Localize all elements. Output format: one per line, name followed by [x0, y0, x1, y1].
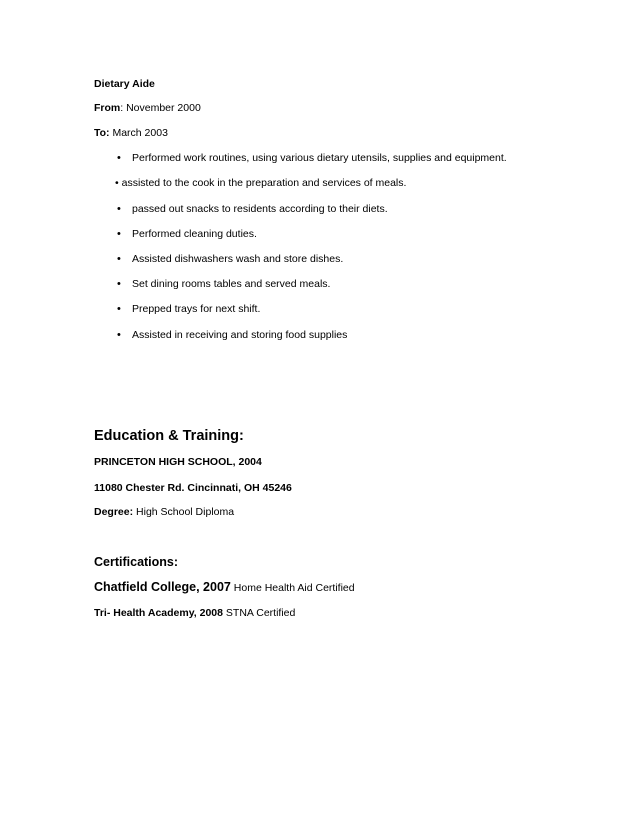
school-address: 11080 Chester Rd. Cincinnati, OH 45246 [94, 482, 292, 494]
education-heading: Education & Training: [94, 428, 244, 444]
certifications-heading: Certifications: [94, 555, 179, 569]
to-value: March 2003 [109, 127, 168, 139]
duty-text: passed out snacks to residents according to their diets. [132, 203, 388, 215]
duty-text: Set dining rooms tables and served meals. [132, 278, 331, 290]
to-label: To: [94, 127, 110, 139]
cert-name: STNA Certified [222, 607, 296, 619]
job-from-line [94, 101, 201, 115]
bullet-icon: • [117, 278, 121, 290]
bullet-icon: • [115, 177, 119, 189]
duty-text: Assisted dishwashers wash and store dishes. [132, 253, 344, 265]
degree-line [94, 505, 234, 519]
cert-org: Tri- Health Academy, 2008 [94, 607, 223, 619]
bullet-icon: • [117, 203, 121, 215]
job-to-line [94, 126, 168, 140]
certification-item [94, 579, 355, 596]
duty-text: Performed work routines, using various dietary utensils, supplies and equipment. [132, 152, 507, 164]
duty-text: assisted to the cook in the preparation and services of meals. [121, 177, 407, 189]
bullet-icon: • [117, 152, 121, 164]
cert-org: Chatfield College, 2007 [94, 580, 231, 594]
duty-text: Assisted in receiving and storing food supplies [132, 329, 348, 341]
cert-name: Home Health Aid Certified [230, 582, 355, 594]
bullet-icon: • [117, 303, 121, 315]
duty-text: Prepped trays for next shift. [132, 303, 261, 315]
certification-item [94, 604, 295, 621]
duty-text: Performed cleaning duties. [132, 228, 257, 240]
bullet-icon: • [117, 329, 121, 341]
bullet-icon: • [117, 253, 121, 265]
degree-value: High School Diploma [133, 506, 235, 518]
degree-label: Degree: [94, 506, 134, 518]
duty-inline [115, 176, 406, 190]
from-value: : November 2000 [120, 102, 201, 114]
bullet-icon: • [117, 228, 121, 240]
from-label: From [94, 102, 121, 114]
job-title: Dietary Aide [94, 78, 155, 90]
school-name: PRINCETON HIGH SCHOOL, 2004 [94, 456, 262, 468]
